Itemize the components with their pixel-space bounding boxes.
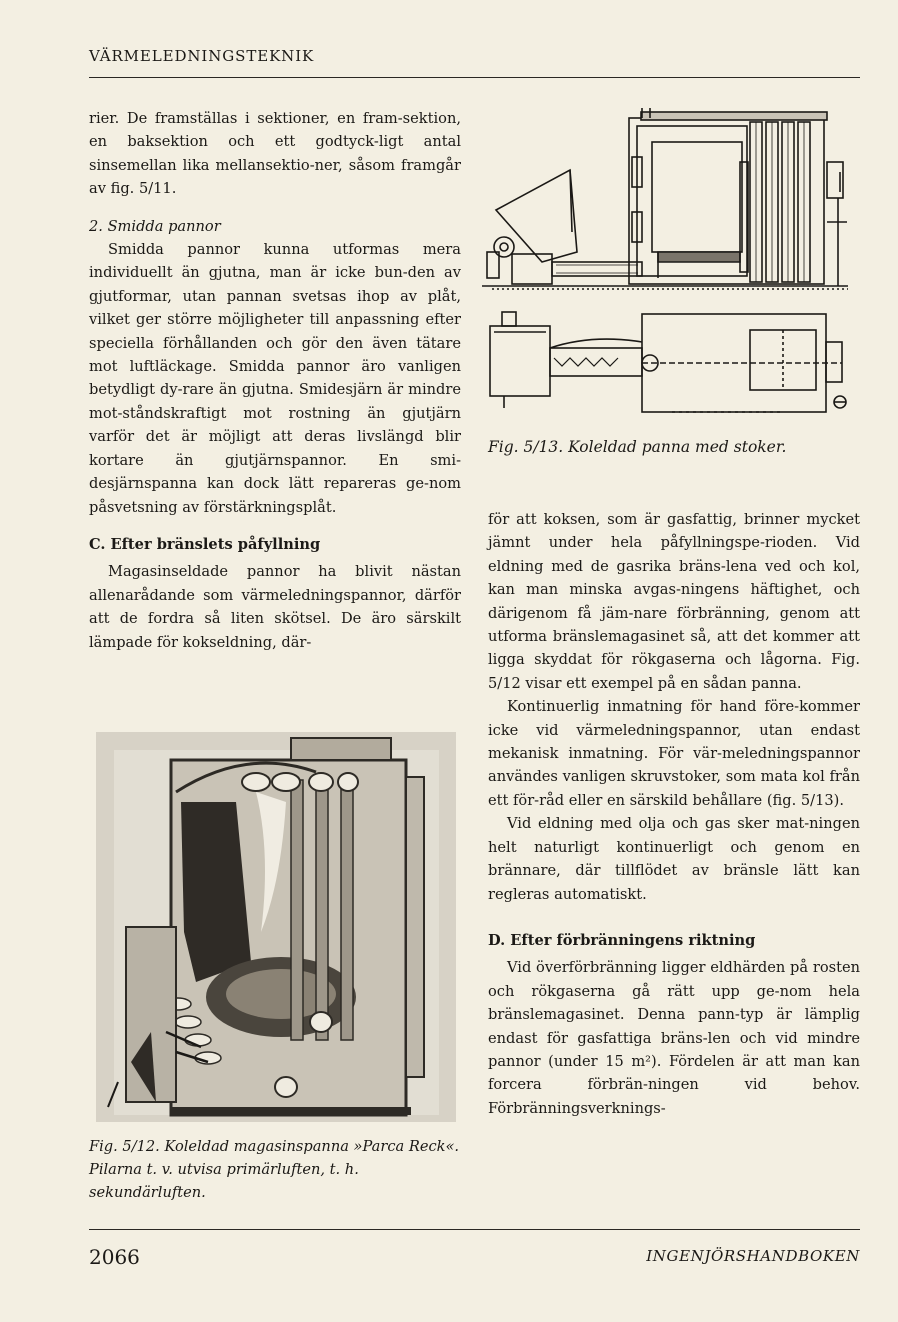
section-heading: C. Efter bränslets påfyllning — [89, 535, 321, 553]
page-number: 2066 — [89, 1245, 140, 1269]
figure-5-12-photo — [96, 732, 456, 1122]
section-heading: 2. Smidda pannor — [89, 217, 221, 235]
paragraph: rier. De framställas i sektioner, en fram-sektion, en baksektion och ett godtyck-ligt antal sinsemellan lika mellansektio-ner, såsom framgår av fig. 5/11. — [89, 110, 461, 198]
figure-5-13-drawing — [482, 102, 858, 422]
paragraph: Vid eldning med olja och gas sker mat-ningen helt naturligt kontinuerligt och genom en brännare, där tillflödet av bränsle lätt kan regleras automatiskt. — [488, 815, 860, 903]
paragraph: Smidda pannor kunna utformas mera individuellt än gjutna, man är icke bun-den av gjutformar, utan pannan svetsas ihop av plåt, vilket ger större möjligheter till anpassning efter speciella förhållanden och gör den även tätare mot luftläckage. Smidda pannor äro vanligen betydligt dy-rare än gjutna. Smidesjärn är mindre mot-ståndskraftigt mot rostning än gjutjärn varför det är möjligt att deras livslängd blir kortare än gjutjärnspannor. En smi-desjärnspanna kan dock lätt repareras ge-nom påsvetsning av förstärkningsplåt. — [89, 241, 461, 516]
paragraph: Magasinseldade pannor ha blivit nästan allenarådande som värmeledningspannor, därför att de fordra så liten skötsel. De äro särskilt lämpade för kokseldning, där- — [89, 563, 461, 651]
left-column — [89, 107, 461, 654]
book-title: INGENJÖRSHANDBOKEN — [646, 1247, 860, 1265]
paragraph: Kontinuerlig inmatning för hand före-kommer icke vid värmeledningspannor, utan endast mekanisk inmatning. För vär-meledningspannor användes vanligen skruvstoker, som mata kol från ett för-råd eller en särskild behållare (fig. 5/13). — [488, 698, 860, 809]
header-rule — [89, 77, 860, 78]
right-column — [488, 508, 860, 1120]
running-head: VÄRMELEDNINGSTEKNIK — [89, 47, 315, 65]
figure-5-13-caption: Fig. 5/13. Koleldad panna med stoker. — [488, 438, 787, 456]
paragraph: Vid överförbränning ligger eldhärden på rosten och rökgaserna gå rätt upp ge-nom hela bränslemagasinet. Denna pann-typ är lämplig endast för gasfattiga bräns-len och vid mindre pannor (under 15 m²). Fördelen är att man kan forcera förbrän-ningen vid behov. Förbränningsverknings- — [488, 959, 860, 1117]
section-heading: D. Efter förbränningens riktning — [488, 931, 756, 949]
figure-5-12-caption: Fig. 5/12. Koleldad magasinspanna »Parca Reck«. Pilarna t. v. utvisa primärluften, t. h. sekundärluften. — [89, 1138, 460, 1201]
paragraph: för att koksen, som är gasfattig, brinner mycket jämnt under hela påfyllningspe-rioden. Vid eldning med de gasrika bräns-lena ved och kol, kan man minska avgas-ningens häftighet, och därigenom få jäm-nare förbränning, genom att utforma bränslemagasinet så, att det kommer att ligga skyddat för rökgaserna och lågorna. Fig. 5/12 visar ett exempel på en sådan panna. — [488, 511, 860, 692]
footer-rule — [89, 1229, 860, 1230]
